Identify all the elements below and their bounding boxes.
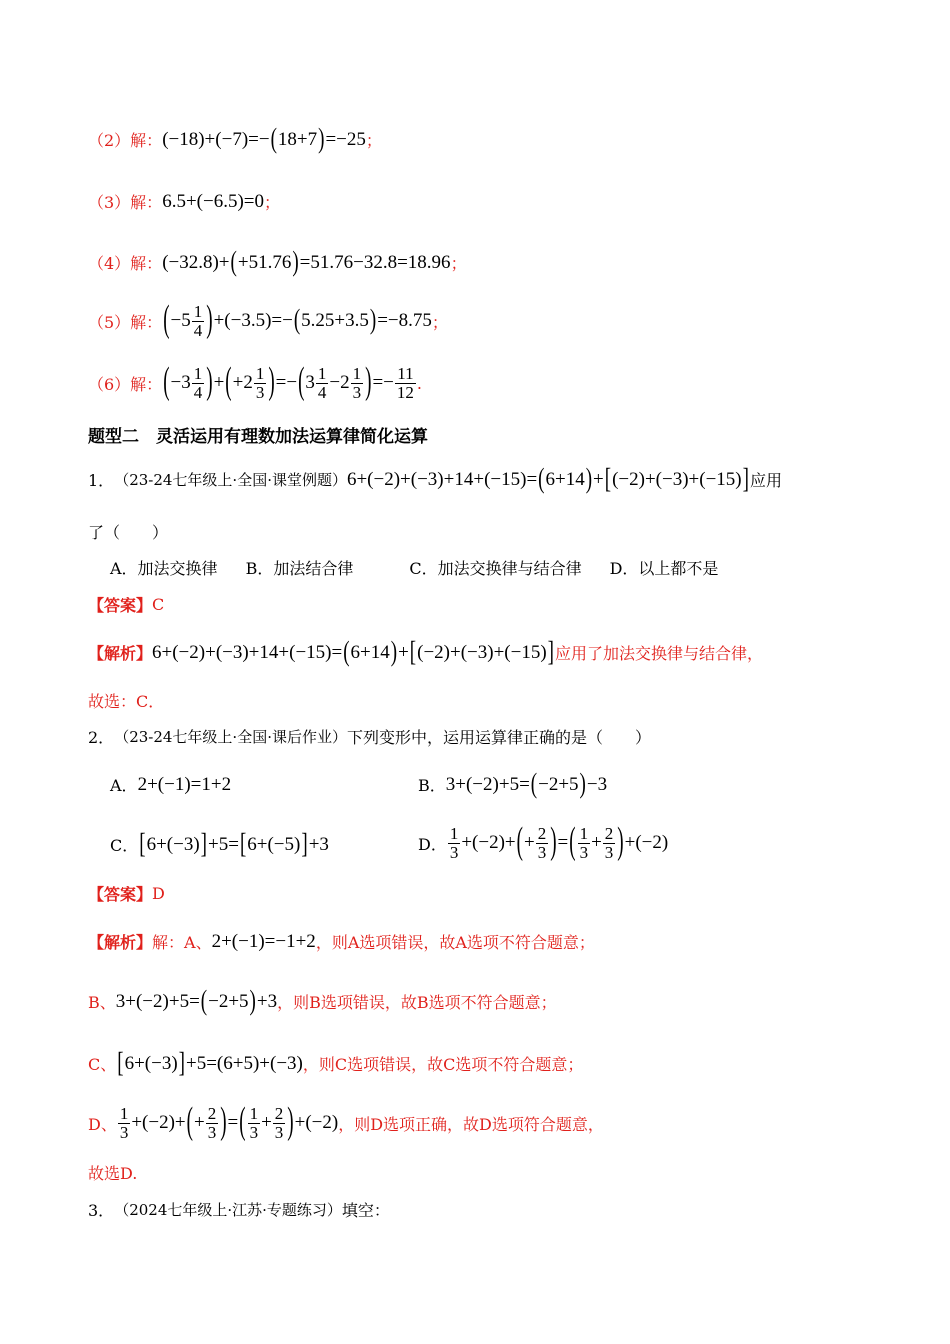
question-2-answer: 【答案】 D: [88, 884, 165, 904]
solution-line-6: （6）解： ( −3 $\frac{1}{4}$ ) + ( +2 $\frac{1}{3}$ ) =− ( 3 $\frac{1}{4}$ −2 $\frac{1}{3}$ ) =− $\frac{11}{12}$ .: [88, 361, 422, 403]
option-c[interactable]: C．加法交换律与结合律: [409, 559, 582, 578]
solution-label: （2）解：: [88, 131, 163, 150]
math-expression: (−32.8)+(+51.76)=51.76−32.8=18.96: [162, 246, 451, 278]
solution-line-5: （5）解： ( −5 $\frac{1}{4}$ ) +(−3.5)=− ( 5.25+3.5 ) =−8.75 ；: [88, 299, 448, 341]
math-expression: 6+(−2)+(−3)+14+(−15)=(6+14)+[(−2)+(−3)+(−15)]: [152, 636, 554, 668]
question-source: （23-24七年级上·全国·课堂例题）: [114, 471, 347, 489]
question-1-conclusion: 故选：C．: [88, 692, 165, 711]
math-expression: 6+(−2)+(−3)+14+(−15)=(6+14)+[(−2)+(−3)+(−15)]: [346, 463, 749, 495]
question-1-stem: 1． （23-24七年级上·全国·课堂例题） 6+(−2)+(−3)+14+(−15)=(6+14)+[(−2)+(−3)+(−15)] 应用: [88, 463, 782, 495]
question-1-stem-cont: 了（ ）: [88, 523, 169, 542]
option-b[interactable]: B．加法结合律: [245, 559, 354, 578]
question-2-conclusion: 故选D.: [88, 1164, 138, 1183]
question-3-stem: 3． （2024七年级上·江苏·专题练习） 填空：: [88, 1198, 390, 1221]
question-2-analysis-c: C、 [6+(−3)]+5=(6+5)+(−3) ，则C选项错误，故C选项不符合题意；: [88, 1047, 584, 1079]
question-1-analysis: 【解析】 6+(−2)+(−3)+14+(−15)=(6+14)+[(−2)+(−3)+(−15)] 应用了加法交换律与结合律，: [88, 636, 764, 668]
solution-label: （4）解：: [88, 254, 163, 273]
question-source: （23-24七年级上·全国·课后作业）: [114, 728, 347, 746]
solution-line-3: （3）解： 6.5+(−6.5)=0 ；: [88, 190, 281, 212]
question-2-stem: 2． （23-24七年级上·全国·课后作业） 下列变形中，运用运算律正确的是（ ）: [88, 725, 651, 748]
option-a[interactable]: A． 2+(−1)=1+2: [110, 773, 232, 795]
question-2-analysis-d: D、 $\frac{1}{3}$ +(−2)+ ( + $\frac{2}{3}$ ) = ( $\frac{1}{3}$ + $\frac{2}{3}$ ) +(−2) ，则D选项正确，故D选项符合题意，: [88, 1101, 604, 1143]
option-d[interactable]: D．以上都不是: [609, 559, 719, 578]
option-c[interactable]: C． [6+(−3)]+5=[6+(−5)]+3: [110, 828, 329, 860]
question-1-options: [110, 556, 718, 579]
math-expression: ( −5 $\frac{1}{4}$ ) +(−3.5)=− ( 5.25+3.5 ) =−8.75: [163, 299, 432, 341]
section-title: 题型二 灵活运用有理数加法运算律简化运算: [88, 427, 428, 447]
solution-line-4: （4）解： (−32.8)+(+51.76)=51.76−32.8=18.96 ；: [88, 246, 467, 278]
question-number: 3．: [88, 1201, 115, 1220]
option-d[interactable]: D． $\frac{1}{3}$ +(−2)+ ( + $\frac{2}{3}$ ) = ( $\frac{1}{3}$ + $\frac{2}{3}$ ) +(−2): [418, 821, 669, 863]
question-number: 2．: [88, 728, 115, 747]
solution-label: （6）解：: [88, 374, 163, 394]
question-1-answer: 【答案】 C: [88, 595, 165, 615]
answer-value: D: [152, 884, 165, 903]
question-2-analysis-b: B、 3+(−2)+5=(−2+5)+3 ，则B选项错误，故B选项不符合题意；: [88, 985, 557, 1017]
option-b[interactable]: B． 3+(−2)+5=(−2+5)−3: [418, 768, 608, 800]
solution-label: （3）解：: [88, 193, 163, 212]
math-expression: 6.5+(−6.5)=0: [162, 190, 264, 212]
solution-line-2: （2）解： (−18)+(−7)=−(18+7)=−25 ；: [88, 123, 382, 155]
math-expression: (−18)+(−7)=−(18+7)=−25: [162, 123, 366, 155]
question-source: （2024七年级上·江苏·专题练习）: [114, 1201, 342, 1219]
answer-value: C: [152, 595, 165, 614]
question-2-analysis-a: 【解析】 解：A、 2+(−1)=−1+2 ，则A选项错误，故A选项不符合题意；: [88, 930, 595, 952]
option-a[interactable]: A．加法交换律: [110, 559, 218, 578]
solution-label: （5）解：: [88, 312, 163, 332]
question-number: 1．: [88, 471, 115, 490]
math-expression: ( −3 $\frac{1}{4}$ ) + ( +2 $\frac{1}{3}$ ) =− ( 3 $\frac{1}{4}$ −2 $\frac{1}{3}$ ) =− $\frac{11}{12}$: [163, 361, 414, 403]
